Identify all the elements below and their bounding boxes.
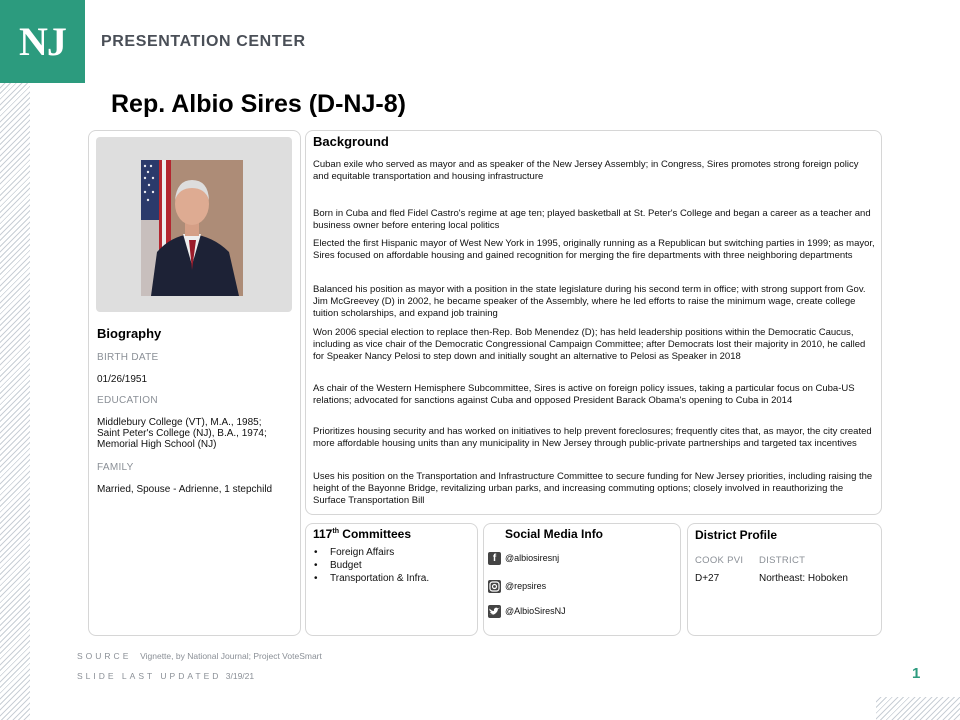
biography-heading: Biography — [97, 326, 162, 341]
twitter-icon — [488, 605, 501, 618]
committee-item: • Foreign Affairs — [314, 546, 429, 559]
source-text: Vignette, by National Journal; Project VoteSmart — [140, 651, 322, 661]
family-value: Married, Spouse - Adrienne, 1 stepchild — [97, 484, 273, 495]
background-paragraph: Elected the first Hispanic mayor of West New York in 1995, originally running as a Republican but switching parties in 1999; as mayor, Sires focused on affordable housing and gained recognition for merging the fire departments with three neighboring departments — [313, 238, 875, 261]
committees-list — [314, 546, 429, 585]
district-label: DISTRICT — [759, 555, 806, 566]
cook-pvi-label: COOK PVI — [695, 555, 744, 566]
instagram-icon — [488, 580, 501, 593]
instagram-handle[interactable]: @repsires — [505, 581, 547, 591]
source-line — [77, 651, 322, 661]
birth-date-label: BIRTH DATE — [97, 352, 159, 363]
background-paragraph: Born in Cuba and fled Fidel Castro's regime at age ten; played basketball at St. Peter's College and began a career as a teacher and business owner before entering local politics — [313, 208, 871, 231]
background-paragraph: Cuban exile who served as mayor and as speaker of the New Jersey Assembly; in Congress, Sires promotes strong foreign policy and equitable transportation and housing infrastructure — [313, 159, 859, 182]
brand-name: PRESENTATION CENTER — [101, 33, 306, 50]
page-number: 1 — [912, 665, 921, 682]
decorative-hatch-left — [0, 83, 30, 720]
background-paragraph: Prioritizes housing security and has worked on initiatives to help prevent foreclosures; frequently cites that, as mayor, the city created more affordable housing units than any municipality in New Jersey through public-private partnerships and targeted tax incentives — [313, 426, 872, 449]
district-profile-heading: District Profile — [695, 528, 778, 542]
district-value: Northeast: Hoboken — [759, 573, 848, 584]
social-media-heading: Social Media Info — [505, 527, 604, 541]
committee-item: • Transportation & Infra. — [314, 572, 429, 585]
birth-date-value: 01/26/1951 — [97, 374, 148, 385]
education-label: EDUCATION — [97, 395, 158, 406]
twitter-handle[interactable]: @AlbioSiresNJ — [505, 606, 566, 616]
last-updated-value: 3/19/21 — [225, 671, 255, 681]
background-card — [305, 130, 882, 515]
decorative-hatch-bottom-right — [876, 697, 960, 720]
background-paragraph: As chair of the Western Hemisphere Subcommittee, Sires is active on foreign policy issues, taking a particular focus on Cuba-US relations; advocated for sanctions against Cuba and opposed President Barack Obama's opening to Cuba in 2014 — [313, 383, 855, 406]
nj-logo: NJ — [0, 0, 85, 83]
facebook-icon: f — [488, 552, 501, 565]
facebook-handle[interactable]: @albiosiresnj — [505, 553, 560, 563]
source-label: SOURCE — [77, 651, 132, 661]
education-line: Saint Peter's College (NJ), B.A., 1974; — [97, 428, 267, 439]
background-paragraph: Balanced his position as mayor with a position in the state legislature during his second term in office; with strong support from Gov. Jim McGreevey (D) in 2002, he became speaker of the Assembly, where he led efforts to raise the minimum wage, create college tuition scholarships, and expand job training — [313, 284, 866, 319]
education-value — [97, 417, 267, 450]
committee-item: • Budget — [314, 559, 429, 572]
last-updated-line — [77, 671, 254, 681]
committees-heading: 117th Committees — [313, 527, 411, 541]
education-line: Middlebury College (VT), M.A., 1985; — [97, 417, 262, 428]
page-title: Rep. Albio Sires (D-NJ-8) — [111, 90, 406, 118]
education-line: Memorial High School (NJ) — [97, 439, 217, 450]
portrait-photo — [141, 160, 243, 296]
background-heading: Background — [313, 134, 389, 149]
background-paragraph: Uses his position on the Transportation and Infrastructure Committee to secure funding for New Jersey priorities, including raising the height of the Bayonne Bridge, revitalizing urban parks, and increasing commuting options; closely involved in reauthorizing the Surface Transportation Bill — [313, 471, 873, 506]
cook-pvi-value: D+27 — [695, 573, 720, 584]
family-label: FAMILY — [97, 462, 134, 473]
background-paragraph: Won 2006 special election to replace then-Rep. Bob Menendez (D); has held leadership positions within the Democratic Caucus, including as vice chair of the Democratic Congressional Campaign Committee; after Democrats lost their majority in 2010, he called for Speaker Nancy Pelosi to step down and initially sought an alternative to Pelosi as Speaker in 2018 — [313, 327, 866, 362]
last-updated-label: SLIDE LAST UPDATED — [77, 671, 222, 681]
